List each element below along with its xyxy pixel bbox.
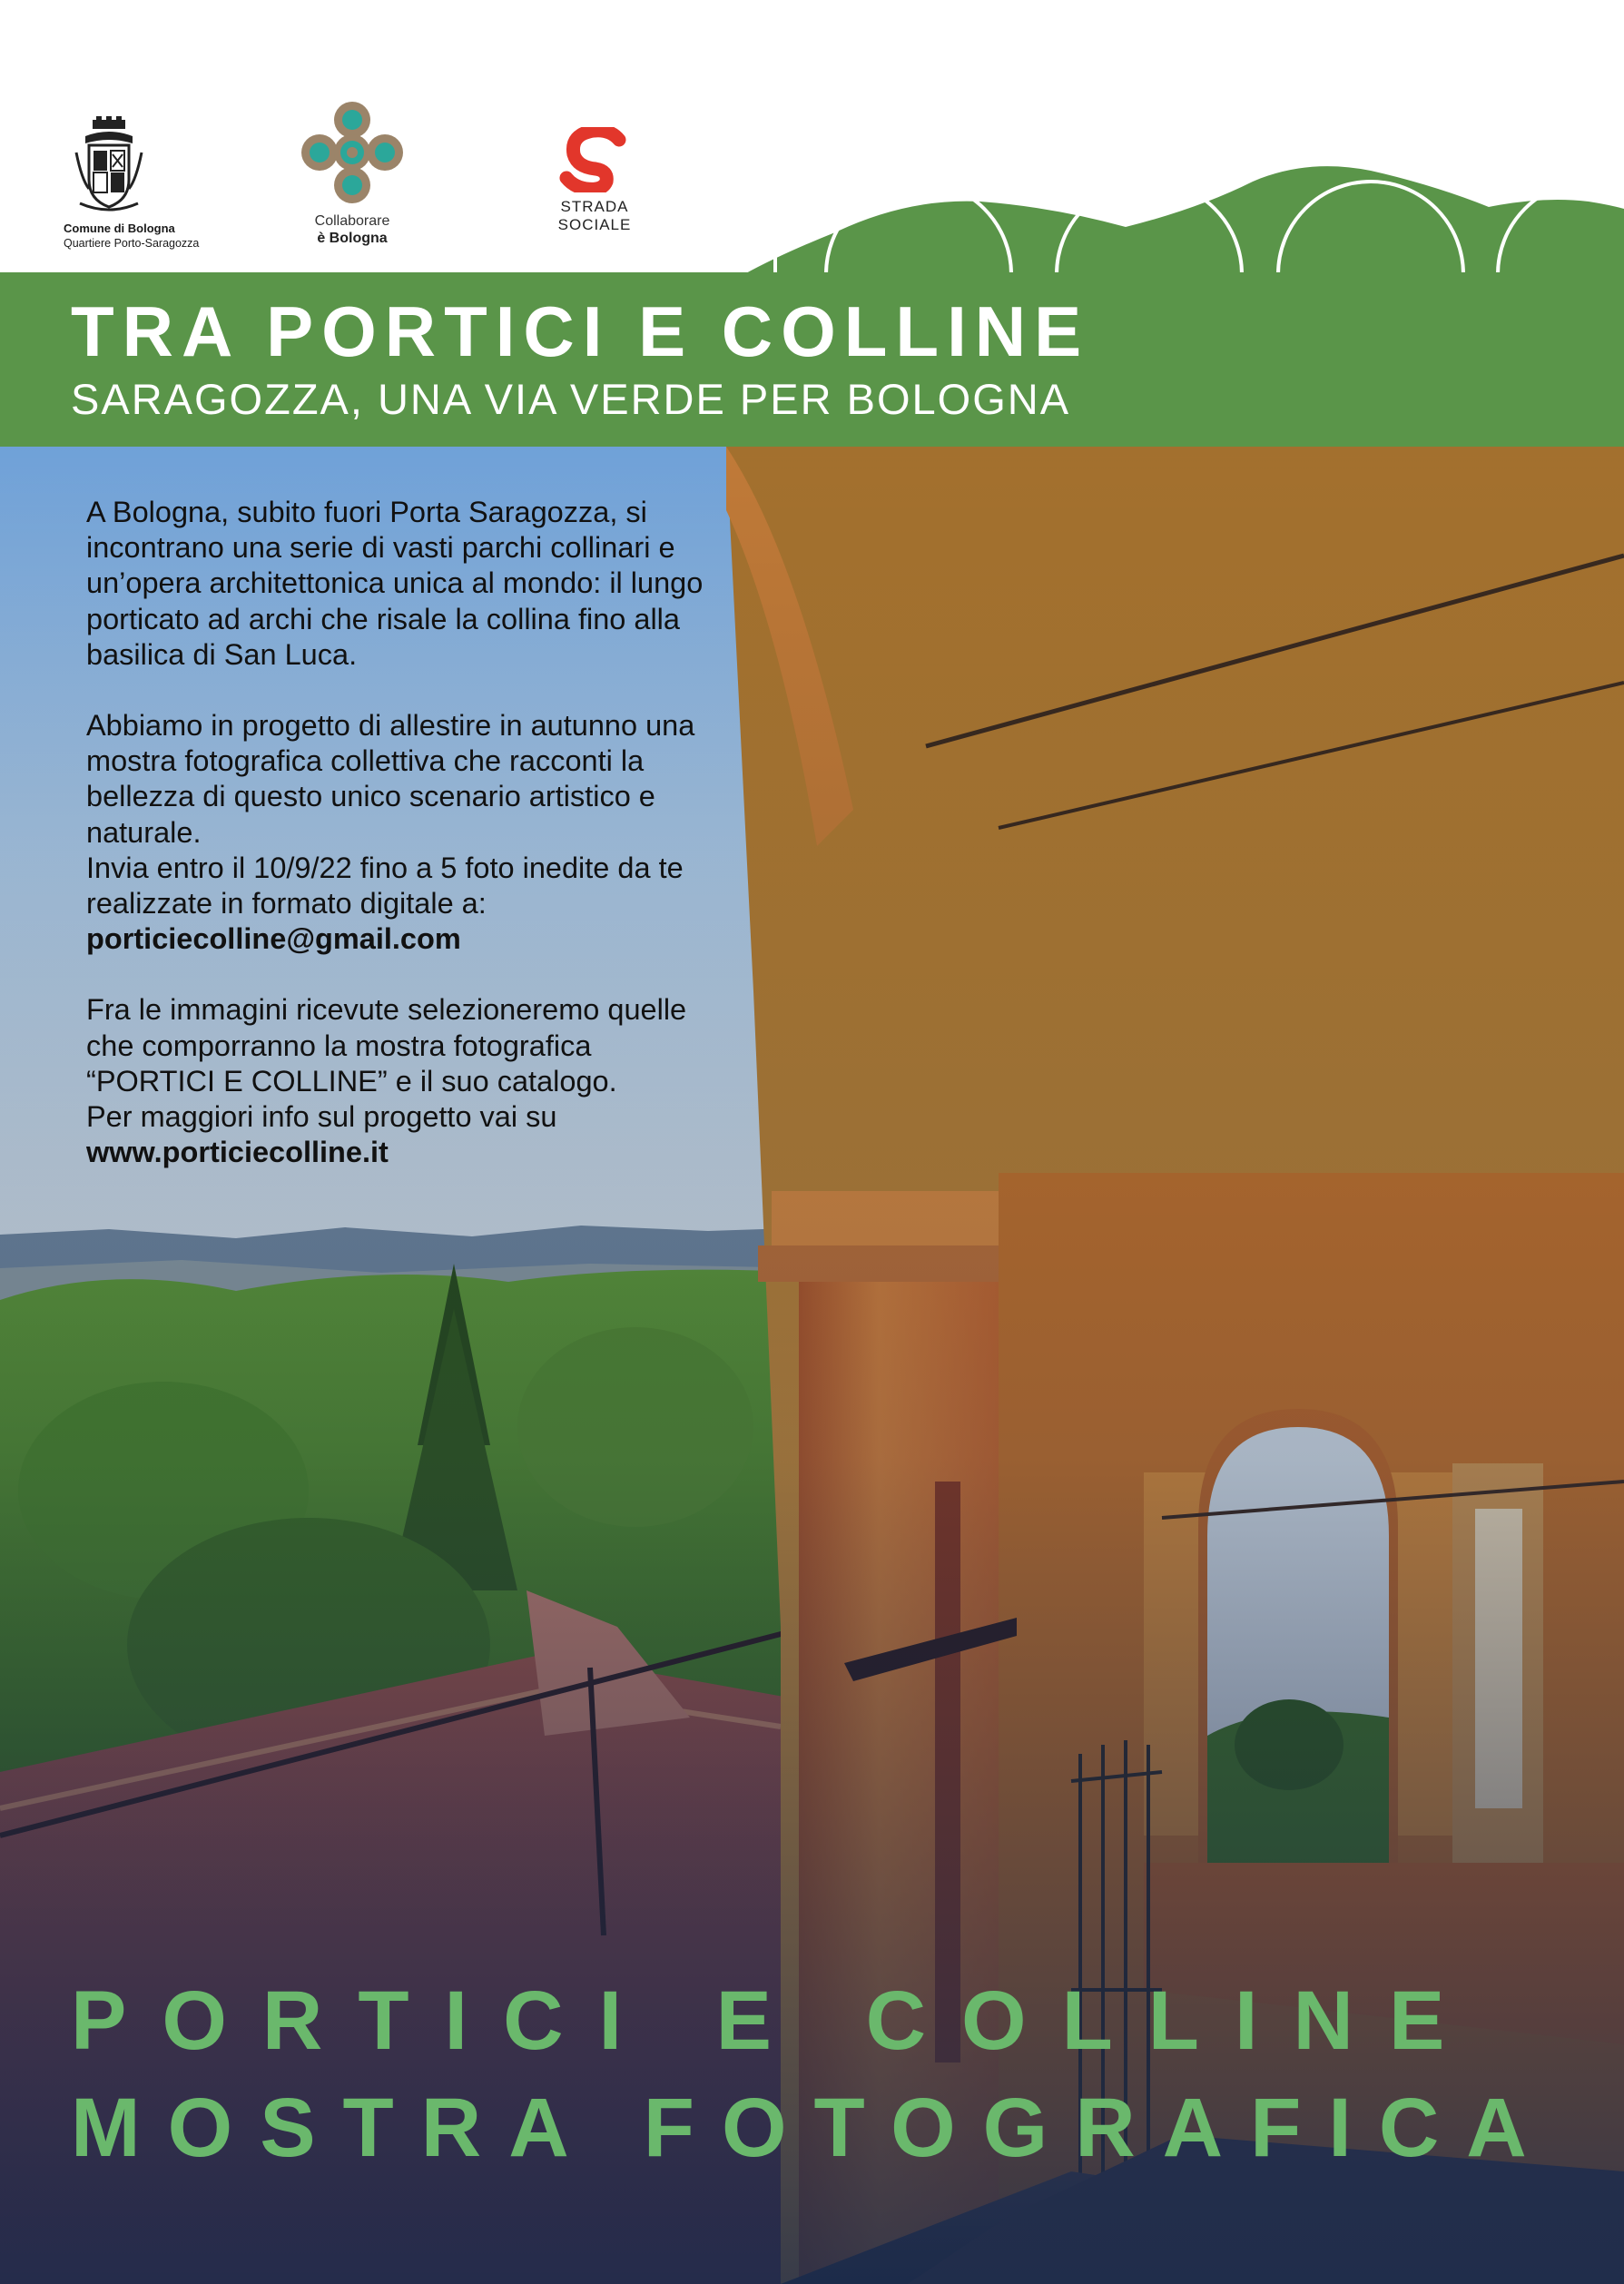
project-paragraph: Abbiamo in progetto di allestire in autunno una mostra fotografica collettiva che racconti la bellezza di questo unico scenario artistico e naturale. <box>86 709 695 849</box>
quartiere-name: Quartiere Porto-Saragozza <box>64 237 200 250</box>
collaborare-label: Collaborare <box>314 213 390 229</box>
comune-logo <box>64 116 254 251</box>
poster-title: TRA PORTICI E COLLINE <box>71 291 1090 371</box>
body-copy <box>86 495 722 1170</box>
website-link[interactable]: www.porticiecolline.it <box>86 1136 389 1169</box>
selection-paragraph: Fra le immagini ricevute selezioneremo quelle che comporranno la mostra fotografica “PORTICI E COLLINE” e il suo catalogo. <box>86 993 687 1098</box>
strada-sociale-logo <box>545 127 645 234</box>
submission-paragraph: Invia entro il 10/9/22 fino a 5 foto inedite da te realizzate in formato digitale a: <box>86 851 684 920</box>
exhibition-subtitle: MOSTRA FOTOGRAFICA <box>71 2082 1554 2174</box>
collaborare-icon <box>300 100 405 205</box>
bologna-label: è Bologna <box>317 231 388 246</box>
strada-s-icon <box>554 127 635 192</box>
email-link[interactable]: porticiecolline@gmail.com <box>86 922 461 956</box>
sociale-label: SOCIALE <box>557 216 632 233</box>
hills-portico-graphic <box>744 154 1624 274</box>
coat-of-arms-icon <box>73 116 145 216</box>
poster-subtitle: SARAGOZZA, UNA VIA VERDE PER BOLOGNA <box>71 375 1071 423</box>
intro-paragraph: A Bologna, subito fuori Porta Saragozza, si incontrano una serie di vasti parchi collinari e un’opera architettonica unica al mondo: il lungo porticato ad archi che risale la collina fino alla basilica di San Luca. <box>86 496 704 671</box>
info-paragraph: Per maggiori info sul progetto vai su <box>86 1100 557 1134</box>
exhibition-title: PORTICI E COLLINE <box>71 1974 1481 2067</box>
strada-label: STRADA <box>560 198 629 215</box>
comune-name: Comune di Bologna <box>64 222 175 235</box>
collaborare-logo <box>289 100 416 247</box>
